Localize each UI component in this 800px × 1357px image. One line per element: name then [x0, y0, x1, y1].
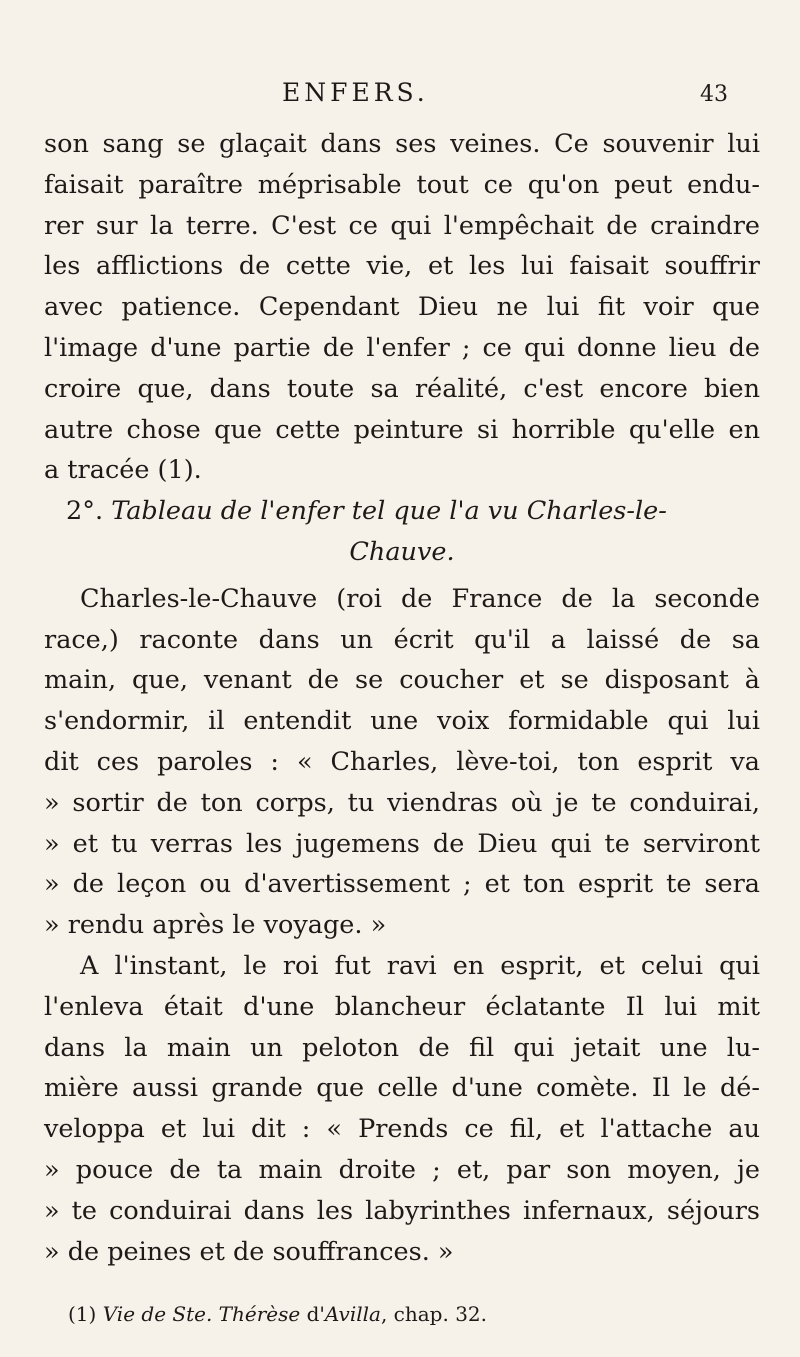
footnote-connector: d' — [300, 1302, 325, 1326]
text-line: les afflictions de cette vie, et les lui faisait souffrir — [44, 251, 760, 282]
section-title-part-2: Chauve. — [349, 536, 455, 567]
text-line: » pouce de ta main droite ; et, par son moyen, je — [44, 1154, 760, 1185]
page-number: 43 — [700, 82, 728, 107]
footnote-ref: , chap. 32. — [380, 1302, 487, 1326]
section-heading — [44, 491, 760, 573]
text-line: veloppa et lui dit : « Prends ce fil, et l'attache au — [44, 1114, 760, 1145]
text-line: s'endormir, il entendit une voix formidable qui lui — [44, 706, 760, 737]
running-head: ENFERS. — [282, 78, 429, 107]
text-line: rer sur la terre. C'est ce qui l'empêchait de craindre — [44, 210, 760, 241]
text-line: faisait paraître méprisable tout ce qu'on peut endu- — [44, 169, 760, 200]
page-body — [44, 124, 760, 1272]
text-line: race,) raconte dans un écrit qu'il a laissé de sa — [44, 624, 760, 655]
text-line: » rendu après le voyage. » — [44, 910, 387, 941]
footnote-title: Vie de Ste. Thérèse — [102, 1302, 301, 1326]
text-line: dans la main un peloton de fil qui jetait une lu- — [44, 1032, 760, 1063]
section-title-part-1: Tableau de l'enfer tel que l'a vu Charles-le- — [111, 496, 667, 527]
section-number: 2°. — [66, 496, 104, 527]
paragraph-1 — [44, 124, 760, 491]
text-line: A l'instant, le roi fut ravi en esprit, et celui qui — [80, 950, 760, 981]
text-line: a tracée (1). — [44, 455, 202, 486]
text-line: » et tu verras les jugemens de Dieu qui te serviront — [44, 828, 760, 859]
text-line: l'enleva était d'une blancheur éclatante Il lui mit — [44, 991, 760, 1022]
text-line: » de peines et de souffrances. » — [44, 1236, 454, 1267]
text-line: mière aussi grande que celle d'une comète. Il le dé- — [44, 1073, 760, 1104]
text-line: dit ces paroles : « Charles, lève-toi, ton esprit va — [44, 746, 760, 777]
section-heading-line-1 — [44, 491, 760, 532]
text-line: main, que, venant de se coucher et se disposant à — [44, 665, 760, 696]
footnote-marker: (1) — [68, 1302, 97, 1326]
text-line: » de leçon ou d'avertissement ; et ton esprit te sera — [44, 869, 760, 900]
text-line: son sang se glaçait dans ses veines. Ce souvenir lui — [44, 129, 760, 159]
text-line: autre chose que cette peinture si horrible qu'elle en — [44, 414, 760, 445]
footnote — [68, 1302, 487, 1326]
footnote-place: Avilla — [324, 1302, 381, 1326]
text-line: » sortir de ton corps, tu viendras où je te conduirai, — [44, 787, 760, 818]
paragraph-2 — [44, 579, 760, 946]
text-line: Charles-le-Chauve (roi de France de la seconde — [80, 583, 760, 614]
paragraph-3 — [44, 946, 760, 1272]
text-line: avec patience. Cependant Dieu ne lui fit voir que — [44, 292, 760, 323]
page-header — [0, 74, 800, 114]
text-line: croire que, dans toute sa réalité, c'est encore bien — [44, 373, 760, 404]
text-line: l'image d'une partie de l'enfer ; ce qui donne lieu de — [44, 332, 760, 363]
text-line: » te conduirai dans les labyrinthes infernaux, séjours — [44, 1195, 760, 1226]
